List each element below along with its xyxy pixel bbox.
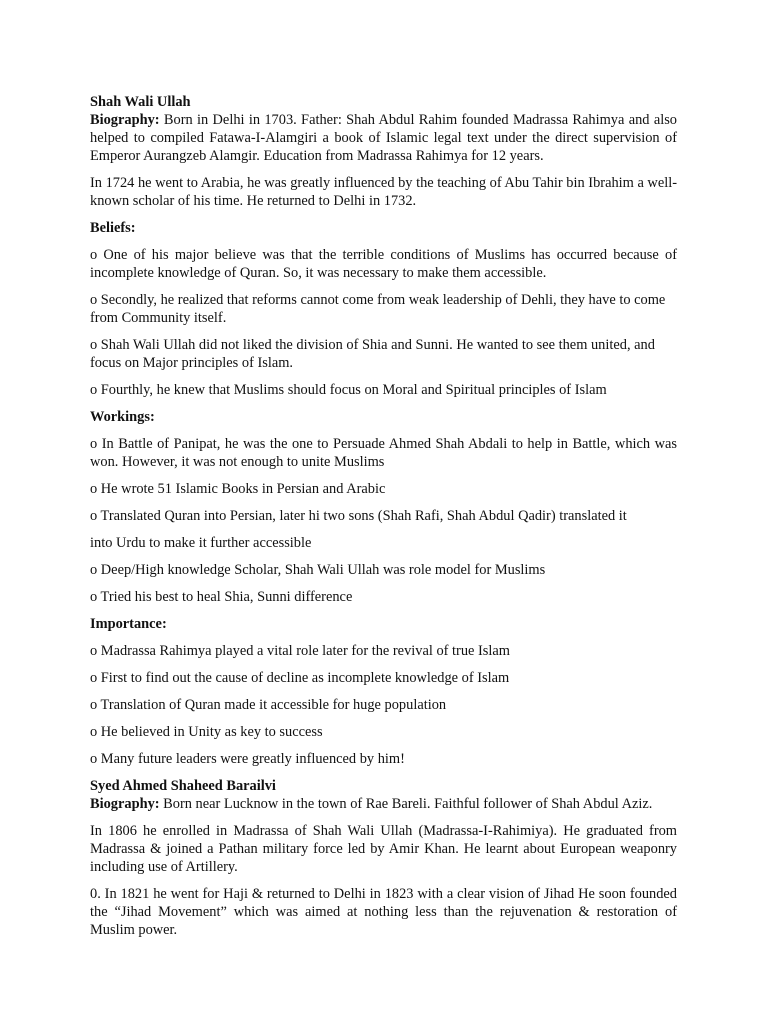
workings-heading: Workings: bbox=[90, 409, 155, 425]
biography-paragraph bbox=[90, 111, 677, 165]
madrassa-paragraph: In 1806 he enrolled in Madrassa of Shah Wali Ullah (Madrassa-I-Rahimiya). He graduated from Madrassa & joined a Pathan military force led by Amir Khan. He learnt about European weaponry including use of Artillery. bbox=[90, 823, 677, 875]
jihad-movement-paragraph: 0. In 1821 he went for Haji & returned to Delhi in 1823 with a clear vision of Jihad He soon founded the “Jihad Movement” which was aimed at nothing less than the rejuvenation & restoration of Muslim power. bbox=[90, 886, 677, 938]
working-item: o In Battle of Panipat, he was the one to Persuade Ahmed Shah Abdali to help in Battle, which was won. However, it was not enough to unite Muslims bbox=[90, 436, 677, 470]
belief-item: o Secondly, he realized that reforms cannot come from weak leadership of Dehli, they have to come from Community itself. bbox=[90, 292, 666, 326]
importance-item: o Translation of Quran made it accessible for huge population bbox=[90, 697, 447, 713]
beliefs-heading: Beliefs: bbox=[90, 220, 136, 236]
importance-item: o He believed in Unity as key to success bbox=[90, 724, 323, 740]
biography-text: Born in Delhi in 1703. Father: Shah Abdul Rahim founded Madrassa Rahimya and also helped to compiled Fatawa-I-Alamgiri a book of Islamic legal text under the direct supervision of Emperor Aurangzeb Alamgir. Education from Madrassa Rahimya for 12 years. bbox=[90, 112, 677, 164]
arabia-paragraph: In 1724 he went to Arabia, he was greatly influenced by the teaching of Abu Tahir bin Ibrahim a well-known scholar of his time. He returned to Delhi in 1732. bbox=[90, 175, 677, 209]
working-item-continuation: into Urdu to make it further accessible bbox=[90, 535, 312, 551]
importance-heading: Importance: bbox=[90, 616, 167, 632]
section-title-syed-ahmed: Syed Ahmed Shaheed Barailvi bbox=[90, 778, 276, 794]
importance-item: o Madrassa Rahimya played a vital role later for the revival of true Islam bbox=[90, 643, 510, 659]
belief-item: o Shah Wali Ullah did not liked the division of Shia and Sunni. He wanted to see them united, and focus on Major principles of Islam. bbox=[90, 337, 655, 371]
biography-text: Born near Lucknow in the town of Rae Bareli. Faithful follower of Shah Abdul Aziz. bbox=[159, 796, 653, 812]
working-item: o Tried his best to heal Shia, Sunni difference bbox=[90, 589, 353, 605]
working-item: o Deep/High knowledge Scholar, Shah Wali Ullah was role model for Muslims bbox=[90, 562, 546, 578]
importance-item: o First to find out the cause of decline as incomplete knowledge of Islam bbox=[90, 670, 510, 686]
biography-label: Biography: bbox=[90, 112, 160, 128]
belief-item: o Fourthly, he knew that Muslims should focus on Moral and Spiritual principles of Islam bbox=[90, 382, 607, 398]
working-item: o He wrote 51 Islamic Books in Persian and Arabic bbox=[90, 481, 386, 497]
working-item: o Translated Quran into Persian, later hi two sons (Shah Rafi, Shah Abdul Qadir) translated it bbox=[90, 508, 627, 524]
importance-item: o Many future leaders were greatly influenced by him! bbox=[90, 751, 405, 767]
document-body bbox=[90, 93, 677, 939]
section-title-shah-wali-ullah: Shah Wali Ullah bbox=[90, 94, 191, 110]
belief-item: o One of his major believe was that the terrible conditions of Muslims has occurred because of incomplete knowledge of Quran. So, it was necessary to make them accessible. bbox=[90, 247, 677, 281]
biography-label: Biography: bbox=[90, 796, 160, 812]
biography-paragraph bbox=[90, 795, 677, 813]
